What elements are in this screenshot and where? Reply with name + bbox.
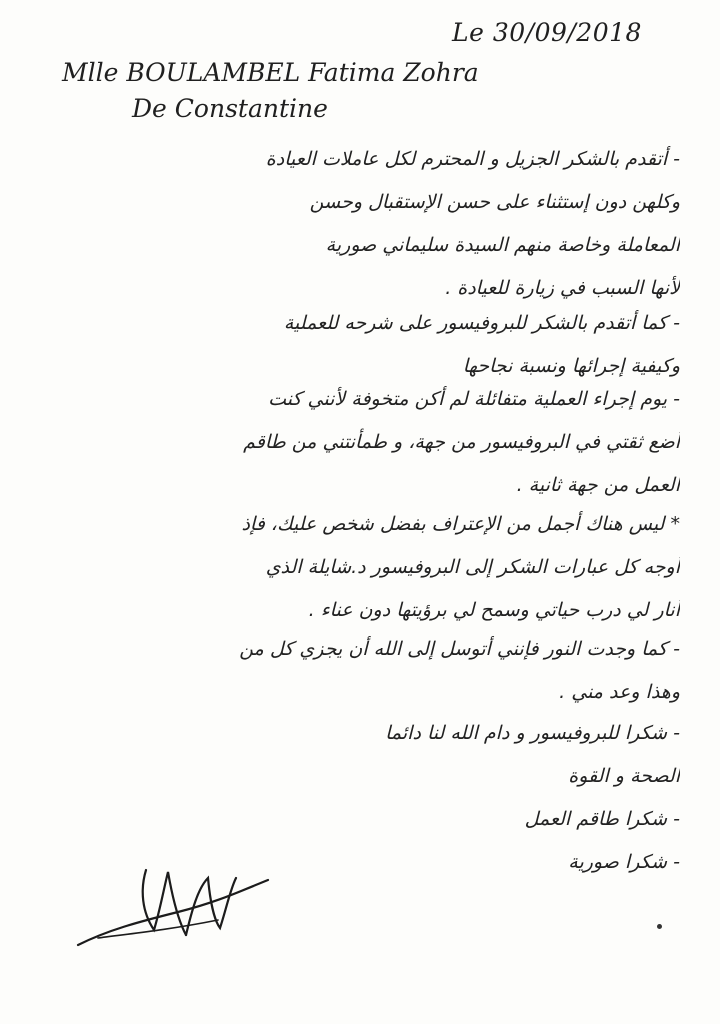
- paragraph-thanks-staff: [60, 138, 680, 310]
- handwritten-signature: [68, 850, 298, 960]
- text-line: الصحة و القوة: [568, 765, 680, 787]
- text-line: - كما وجدت النور فإنني أتوسل إلى الله أن يجزي كل من: [239, 638, 680, 660]
- text-line: أوجه كل عبارات الشكر إلى البروفيسور د.شايلة الذي: [265, 556, 680, 578]
- text-line: وكيفية إجرائها ونسبة نجاحها: [462, 355, 680, 377]
- text-line: وهذا وعد مني .: [559, 681, 680, 703]
- text-line: المعاملة وخاصة منهم السيدة سليماني صورية: [325, 234, 680, 256]
- paragraph-thanks-professor: [60, 302, 680, 388]
- text-line: - شكرا طاقم العمل: [524, 808, 680, 830]
- text-line: أنار لي درب حياتي وسمح لي برؤيتها دون عناء .: [308, 599, 680, 621]
- text-line: - أتقدم بالشكر الجزيل و المحترم لكل عاملات العيادة: [265, 148, 680, 170]
- text-line: - شكرا للبروفيسور و دام الله لنا دائما: [385, 722, 680, 744]
- text-line: - يوم إجراء العملية متفائلة لم أكن متخوفة لأنني كنت: [268, 388, 680, 410]
- text-line: أضع ثقتي في البروفيسور من جهة، و طمأنتني من طاقم: [243, 431, 680, 453]
- paragraph-prayer: [60, 628, 680, 714]
- sender-name: Mlle BOULAMBEL Fatima Zohra: [62, 58, 479, 87]
- text-line: لأنها السبب في زيارة للعيادة .: [445, 277, 680, 299]
- paragraph-operation-day: [50, 378, 680, 507]
- text-line: وكلهن دون إستثناء على حسن الإستقبال وحسن: [309, 191, 680, 213]
- text-line: - كما أتقدم بالشكر للبروفيسور على شرحه للعملية: [283, 312, 680, 334]
- text-line: العمل من جهة ثانية .: [516, 474, 680, 496]
- paragraph-gratitude: [40, 503, 680, 632]
- ink-dot: [657, 924, 662, 929]
- letter-date: Le 30/09/2018: [452, 18, 642, 47]
- sender-city: De Constantine: [132, 94, 328, 123]
- text-line: - شكرا صورية: [568, 851, 680, 873]
- text-line: * ليس هناك أجمل من الإعتراف بفضل شخص عليك، فإذ: [241, 513, 680, 535]
